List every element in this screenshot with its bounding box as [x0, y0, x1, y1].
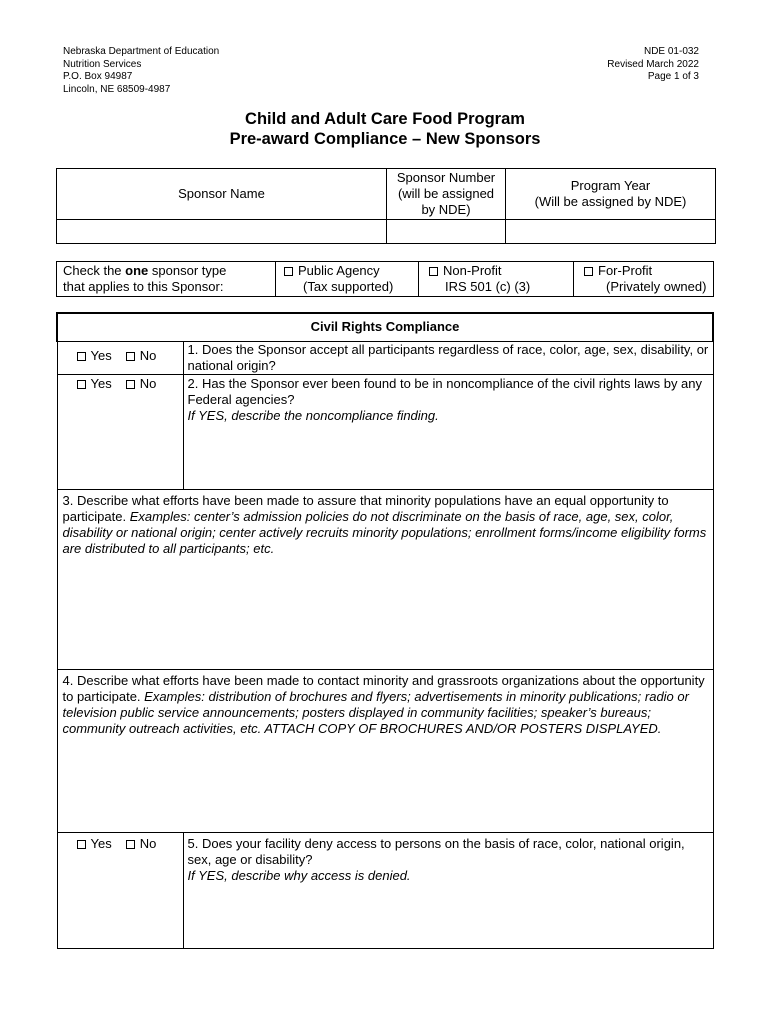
sponsor-info-table [56, 168, 716, 244]
sponsor-name-header: Sponsor Name [57, 169, 387, 220]
form-number: NDE 01-032 [643, 46, 699, 57]
checkbox[interactable] [126, 840, 135, 849]
title-line-1: Child and Adult Care Food Program [245, 110, 525, 128]
title-line-2: Pre-award Compliance – New Sponsors [229, 130, 541, 148]
sponsor-type-prompt: Check the one sponsor type that applies to this Sponsor: [57, 262, 276, 297]
checkbox[interactable] [284, 267, 293, 276]
sponsor-type-table [56, 261, 714, 297]
question-5-note: If YES, describe why access is denied. [187, 867, 411, 883]
question-2-note: If YES, describe the noncompliance finding. [187, 407, 439, 423]
question-5: 5. Does your facility deny access to persons on the basis of race, color, national origin, sex, age or disability? If YES, describe why access is denied. [183, 832, 713, 948]
checkbox[interactable] [584, 267, 593, 276]
program-year-field[interactable] [506, 220, 716, 244]
question-1: 1. Does the Sponsor accept all participants regardless of race, color, age, sex, disability, or national origin? [183, 341, 713, 374]
agency-line: Lincoln, NE 68509-4987 [63, 83, 171, 95]
q1-yes-no: Yes No [57, 341, 183, 374]
revision-date: Revised March 2022 [607, 58, 699, 70]
checkbox[interactable] [77, 840, 86, 849]
agency-line: Nutrition Services [63, 58, 142, 70]
checkbox[interactable] [126, 352, 135, 361]
question-2: 2. Has the Sponsor ever been found to be in noncompliance of the civil rights laws by any Federal agencies? If YES, describe the noncompliance finding. [183, 374, 713, 489]
q2-yes-no: Yes No [57, 374, 183, 489]
sponsor-name-field[interactable] [57, 220, 387, 244]
checkbox[interactable] [77, 352, 86, 361]
checkbox[interactable] [126, 380, 135, 389]
q5-yes-no: Yes No [57, 832, 183, 948]
question-4[interactable]: 4. Describe what efforts have been made to contact minority and grassroots organizations about the opportunity to participate. Examples: distribution of brochures and flyers; advertisements in minority publications; radio or television public service announcements; posters displayed in community facilities; speaker’s bureaus; community outreach activities, etc. ATTACH COPY OF BROCHURES AND/OR POSTERS DISPLAYED. [57, 669, 713, 832]
page-number: Page 1 of 3 [647, 71, 699, 82]
agency-address [63, 46, 219, 96]
sponsor-number-field[interactable] [387, 220, 506, 244]
form-number-block [607, 46, 699, 84]
option-for-profit[interactable]: For-Profit (Privately owned) [574, 262, 714, 297]
agency-line: P.O. Box 94987 [63, 71, 133, 82]
option-public-agency[interactable]: Public Agency (Tax supported) [276, 262, 419, 297]
civil-rights-heading: Civil Rights Compliance [57, 313, 713, 341]
civil-rights-table [56, 312, 714, 949]
page-title [0, 109, 770, 149]
checkbox[interactable] [77, 380, 86, 389]
agency-line: Nebraska Department of Education [63, 46, 220, 57]
option-non-profit[interactable]: Non-Profit IRS 501 (c) (3) [419, 262, 574, 297]
question-3[interactable]: 3. Describe what efforts have been made to assure that minority populations have an equal opportunity to participate. Examples: center’s admission policies do not discriminate on the basis of race, age, sex, color, disability or national origin; center actively recruits minority populations; enrollment forms/income eligibility forms are distributed to all participants; etc. [57, 489, 713, 669]
checkbox[interactable] [429, 267, 438, 276]
program-year-header: Program Year (Will be assigned by NDE) [506, 169, 716, 220]
sponsor-number-header: Sponsor Number (will be assigned by NDE) [387, 169, 506, 220]
